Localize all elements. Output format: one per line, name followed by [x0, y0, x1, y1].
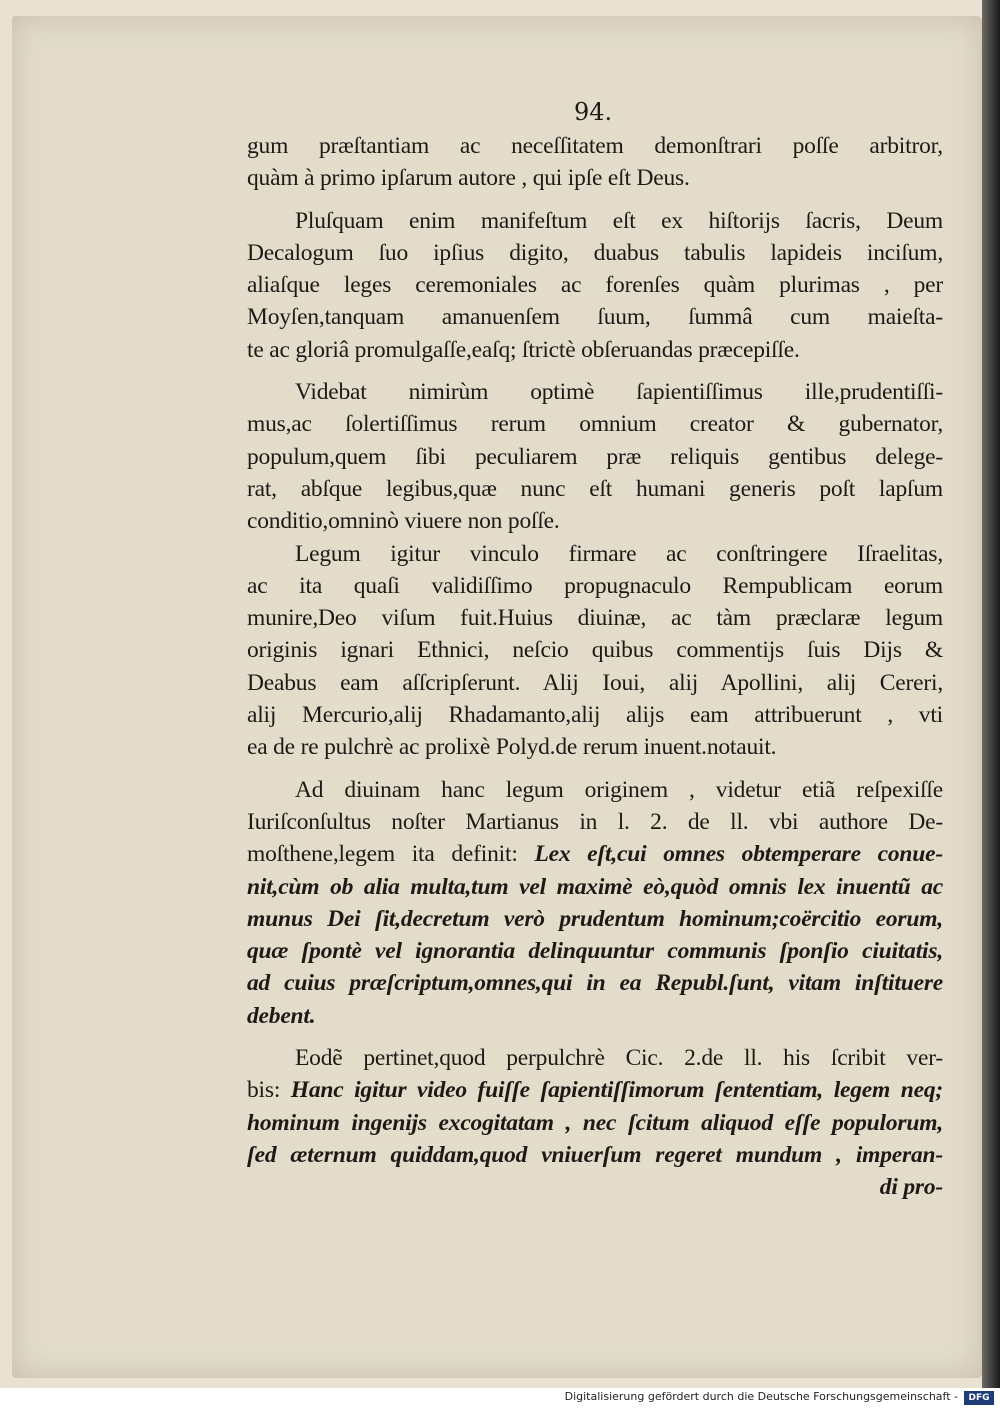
- roman-text: aliaſque leges ceremoniales ac forenſes quàm plurimas , per: [247, 272, 943, 299]
- text-line: [247, 408, 943, 440]
- text-line: [247, 903, 943, 935]
- roman-text: ac ita quaſi validiſſimo propugnaculo Rempublicam eorum: [247, 572, 943, 599]
- text-line: [247, 269, 943, 301]
- text-line: [247, 570, 943, 602]
- roman-text: moſthene,legem ita definit:: [247, 841, 518, 868]
- text-line: [247, 699, 943, 731]
- text-line: [247, 1000, 943, 1032]
- roman-text: Eodẽ pertinet,quod perpulchrè Cic. 2.de ll. his ſcribit ver-: [295, 1045, 943, 1072]
- text-line: [247, 473, 943, 505]
- text-line: [247, 334, 943, 366]
- text-line: [247, 538, 943, 570]
- text-line: [247, 1171, 943, 1203]
- roman-text: ea de re pulchrè ac prolixè Polyd.de rerum inuent.notauit.: [247, 734, 777, 761]
- roman-text: alij Mercurio,alij Rhadamanto,alij alijs eam attribuerunt , vti: [247, 702, 943, 729]
- roman-text: Deabus eam aſſcripſerunt. Alij Ioui, alij Apollini, alij Cereri,: [247, 669, 943, 696]
- italic-quote-text: Hanc igitur video fuiſſe ſapientiſſimorum ſententiam, legem neq;: [290, 1077, 943, 1104]
- italic-quote-text: quæ ſpontè vel ignorantia delinquuntur communis ſponſio ciuitatis,: [247, 938, 943, 965]
- roman-text: Videbat nimirùm optimè ſapientiſſimus ille,prudentiſſi-: [295, 379, 943, 406]
- text-line: [247, 376, 943, 408]
- roman-text: mus,ac ſolertiſſimus rerum omnium creator & gubernator,: [247, 411, 943, 438]
- text-line: [247, 731, 943, 763]
- text-line: [247, 935, 943, 967]
- page-body-text: [247, 130, 943, 1204]
- roman-text: gum præſtantiam ac neceſſitatem demonſtrari poſſe arbitror,: [247, 133, 943, 159]
- italic-quote-text: ſed æternum quiddam,quod vniuerſum regeret mundum , imperan-: [247, 1141, 943, 1168]
- text-line: [247, 1074, 943, 1106]
- roman-text: Decalogum ſuo ipſius digito, duabus tabulis lapideis inciſum,: [247, 239, 943, 266]
- page-number: 94.: [574, 98, 613, 126]
- roman-text: originis ignari Ethnici, neſcio quibus commentijs ſuis Dijs &: [247, 637, 943, 664]
- text-line: [247, 162, 943, 194]
- italic-quote-text: nit,cùm ob alia multa,tum vel maximè eò,quòd omnis lex inuentũ ac: [247, 873, 943, 900]
- roman-text: munire,Deo viſum fuit.Huius diuinæ, ac tàm præclaræ legum: [247, 605, 943, 632]
- footer-bar: [0, 1388, 1000, 1408]
- text-line: [247, 838, 943, 870]
- text-line: [247, 505, 943, 537]
- text-line: [247, 301, 943, 333]
- roman-text: Iuriſconſultus noſter Martianus in l. 2. de ll. vbi authore De-: [247, 808, 943, 835]
- text-line: [247, 237, 943, 269]
- roman-text: te ac gloriâ promulgaſſe,eaſq; ſtrictè obſeruandas præcepiſſe.: [247, 336, 800, 363]
- text-line: [247, 602, 943, 634]
- italic-quote-text: debent.: [247, 1002, 316, 1029]
- roman-text: bis:: [247, 1077, 281, 1104]
- book-spine-edge: [982, 0, 1000, 1388]
- italic-quote-text: munus Dei ſit,decretum verò prudentum hominum;coërcitio eorum,: [247, 905, 943, 932]
- roman-text: Moyſen,tanquam amanuenſem ſuum, ſummâ cum maieſta-: [247, 304, 943, 331]
- text-line: [247, 967, 943, 999]
- text-line: [247, 130, 943, 162]
- text-line: [247, 441, 943, 473]
- footer-credit: Digitalisierung gefördert durch die Deutsche Forschungsgemeinschaft -: [564, 1390, 958, 1403]
- text-line: [247, 1107, 943, 1139]
- text-line: [247, 667, 943, 699]
- dfg-logo-icon: DFG: [964, 1391, 994, 1405]
- text-line: [247, 1139, 943, 1171]
- text-line: [247, 806, 943, 838]
- text-line: [247, 205, 943, 237]
- roman-text: quàm à primo ipſarum autore , qui ipſe eſt Deus.: [247, 165, 690, 192]
- italic-quote-text: di pro-: [879, 1174, 943, 1201]
- roman-text: Legum igitur vinculo firmare ac conſtringere Iſraelitas,: [295, 540, 943, 567]
- text-line: [247, 634, 943, 666]
- italic-quote-text: Lex eſt,cui omnes obtemperare conue-: [534, 841, 943, 868]
- roman-text: populum,quem ſibi peculiarem præ reliquis gentibus delege-: [247, 443, 943, 470]
- italic-quote-text: hominum ingenijs excogitatam , nec ſcitum aliquod eſſe populorum,: [247, 1109, 943, 1136]
- roman-text: conditio,omninò viuere non poſſe.: [247, 508, 560, 535]
- text-line: [247, 774, 943, 806]
- italic-quote-text: ad cuius præſcriptum,omnes,qui in ea Republ.ſunt, vitam inſtituere: [247, 970, 943, 997]
- text-line: [247, 871, 943, 903]
- roman-text: rat, abſque legibus,quæ nunc eſt humani generis poſt lapſum: [247, 475, 943, 502]
- roman-text: Pluſquam enim manifeſtum eſt ex hiſtorijs ſacris, Deum: [295, 207, 943, 234]
- text-line: [247, 1042, 943, 1074]
- roman-text: Ad diuinam hanc legum originem , videtur etiã reſpexiſſe: [295, 776, 943, 803]
